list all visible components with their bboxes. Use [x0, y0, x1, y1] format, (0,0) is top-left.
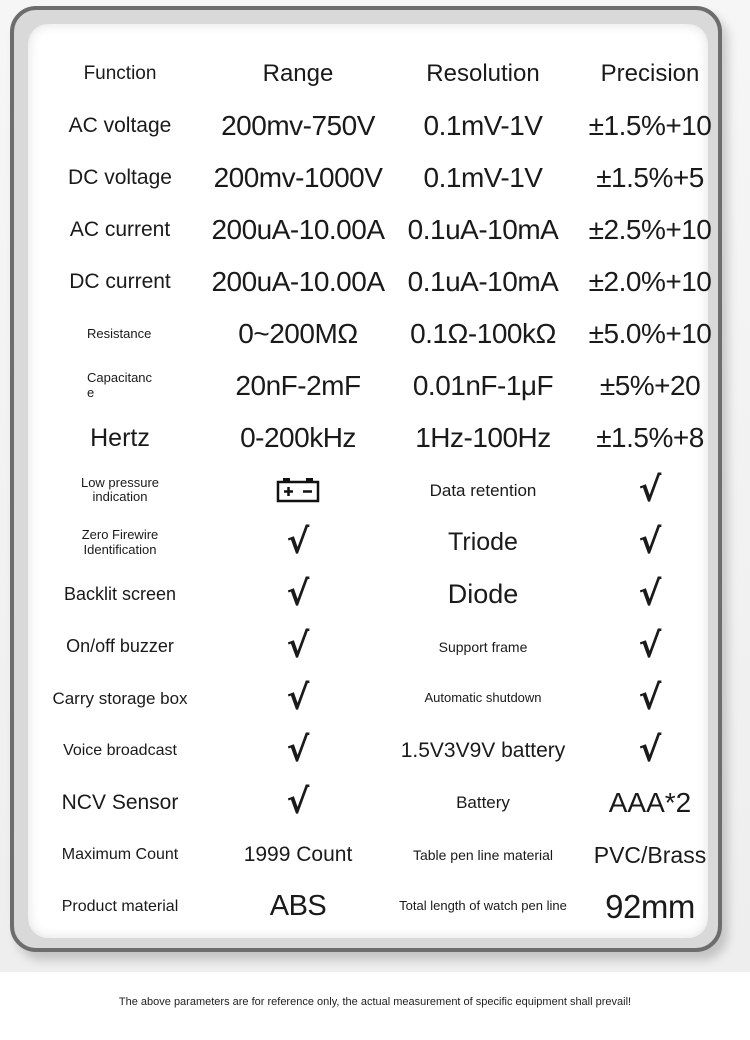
spec-range: 0-200kHz — [240, 422, 356, 454]
feature-check: √ — [286, 574, 310, 615]
feature-check: √ — [638, 522, 662, 562]
feature-label: Backlit screen — [63, 584, 177, 605]
spec-function: Resistance — [87, 325, 152, 341]
feature-check: √ — [286, 782, 310, 823]
feature-check: √ — [638, 730, 662, 771]
spec-table — [30, 48, 720, 933]
spec-precision: ±2.5%+10 — [588, 214, 712, 246]
feature-label: On/off buzzer — [66, 636, 174, 657]
feature-label: Support frame — [438, 638, 528, 655]
feature-label: Voice broadcast — [63, 741, 177, 759]
feature-label: NCV Sensor — [61, 790, 179, 814]
spec-range: 20nF-2mF — [235, 370, 361, 402]
spec-function: AC current — [69, 218, 171, 242]
spec-function: Capacitance — [87, 370, 153, 401]
spec-function: DC voltage — [68, 166, 172, 190]
header-function: Function — [83, 63, 157, 85]
spec-function-cell — [30, 308, 210, 360]
feature-label: 1.5V3V9V battery — [400, 738, 566, 762]
header-range: Range — [262, 60, 334, 88]
spec-resolution: 0.1mV-1V — [423, 162, 543, 194]
feature-label: Total length of watch pen line — [399, 898, 567, 914]
spec-resolution: 0.1uA-10mA — [407, 266, 559, 298]
spec-precision: ±1.5%+5 — [596, 162, 704, 194]
feature-label: Table pen line material — [412, 846, 554, 863]
spec-range: 0~200MΩ — [238, 318, 358, 350]
header-resolution: Resolution — [426, 60, 540, 88]
spec-range: 200uA-10.00A — [211, 266, 385, 298]
feature-label: Diode — [447, 579, 519, 610]
spec-function: Hertz — [90, 424, 150, 453]
feature-label: Battery — [456, 793, 510, 813]
spec-precision: ±5.0%+10 — [588, 318, 712, 350]
spec-resolution: 1Hz-100Hz — [415, 422, 551, 454]
feature-check: √ — [638, 574, 662, 615]
feature-check: √ — [286, 522, 310, 562]
battery-icon — [210, 464, 386, 516]
spec-range: 200uA-10.00A — [211, 214, 385, 246]
spec-function-cell — [30, 360, 210, 412]
feature-check: √ — [638, 469, 662, 510]
spec-precision: ±1.5%+8 — [596, 422, 704, 454]
spec-resolution: 0.1uA-10mA — [407, 214, 559, 246]
feature-value: PVC/Brass — [593, 841, 707, 868]
spec-range: 200mv-750V — [221, 109, 375, 141]
spec-resolution: 0.01nF-1μF — [412, 370, 554, 402]
header-precision: Precision — [600, 60, 700, 88]
spec-resolution: 0.1mV-1V — [423, 109, 543, 141]
disclaimer-note: The above parameters are for reference only, the actual measurement of specific equipment shall prevail! — [118, 996, 632, 1008]
feature-label: Zero Firewire Identification — [81, 526, 159, 557]
feature-check: √ — [286, 730, 310, 771]
feature-check: √ — [638, 626, 662, 667]
spec-range: 200mv-1000V — [213, 162, 383, 194]
feature-label: Product material — [61, 897, 179, 915]
spec-precision: ±2.0%+10 — [588, 266, 712, 298]
spec-function: DC current — [69, 270, 171, 294]
feature-value: 1999 Count — [243, 842, 353, 866]
feature-label: Triode — [448, 528, 518, 557]
feature-value: 92mm — [605, 887, 695, 925]
spec-function: AC voltage — [68, 114, 172, 137]
spec-precision: ±1.5%+10 — [588, 109, 712, 141]
feature-check: √ — [286, 626, 310, 667]
feature-label: Low pressure indication — [80, 474, 160, 505]
feature-check: √ — [286, 678, 310, 719]
feature-value: AAA*2 — [608, 786, 692, 818]
feature-label: Automatic shutdown — [424, 690, 542, 706]
spec-precision: ±5%+20 — [599, 370, 701, 402]
feature-label: Maximum Count — [61, 845, 179, 863]
feature-value: ABS — [269, 890, 327, 923]
feature-label: Data retention — [429, 480, 537, 500]
feature-label: Carry storage box — [52, 688, 188, 708]
spec-resolution: 0.1Ω-100kΩ — [410, 318, 556, 350]
feature-check: √ — [638, 678, 662, 719]
